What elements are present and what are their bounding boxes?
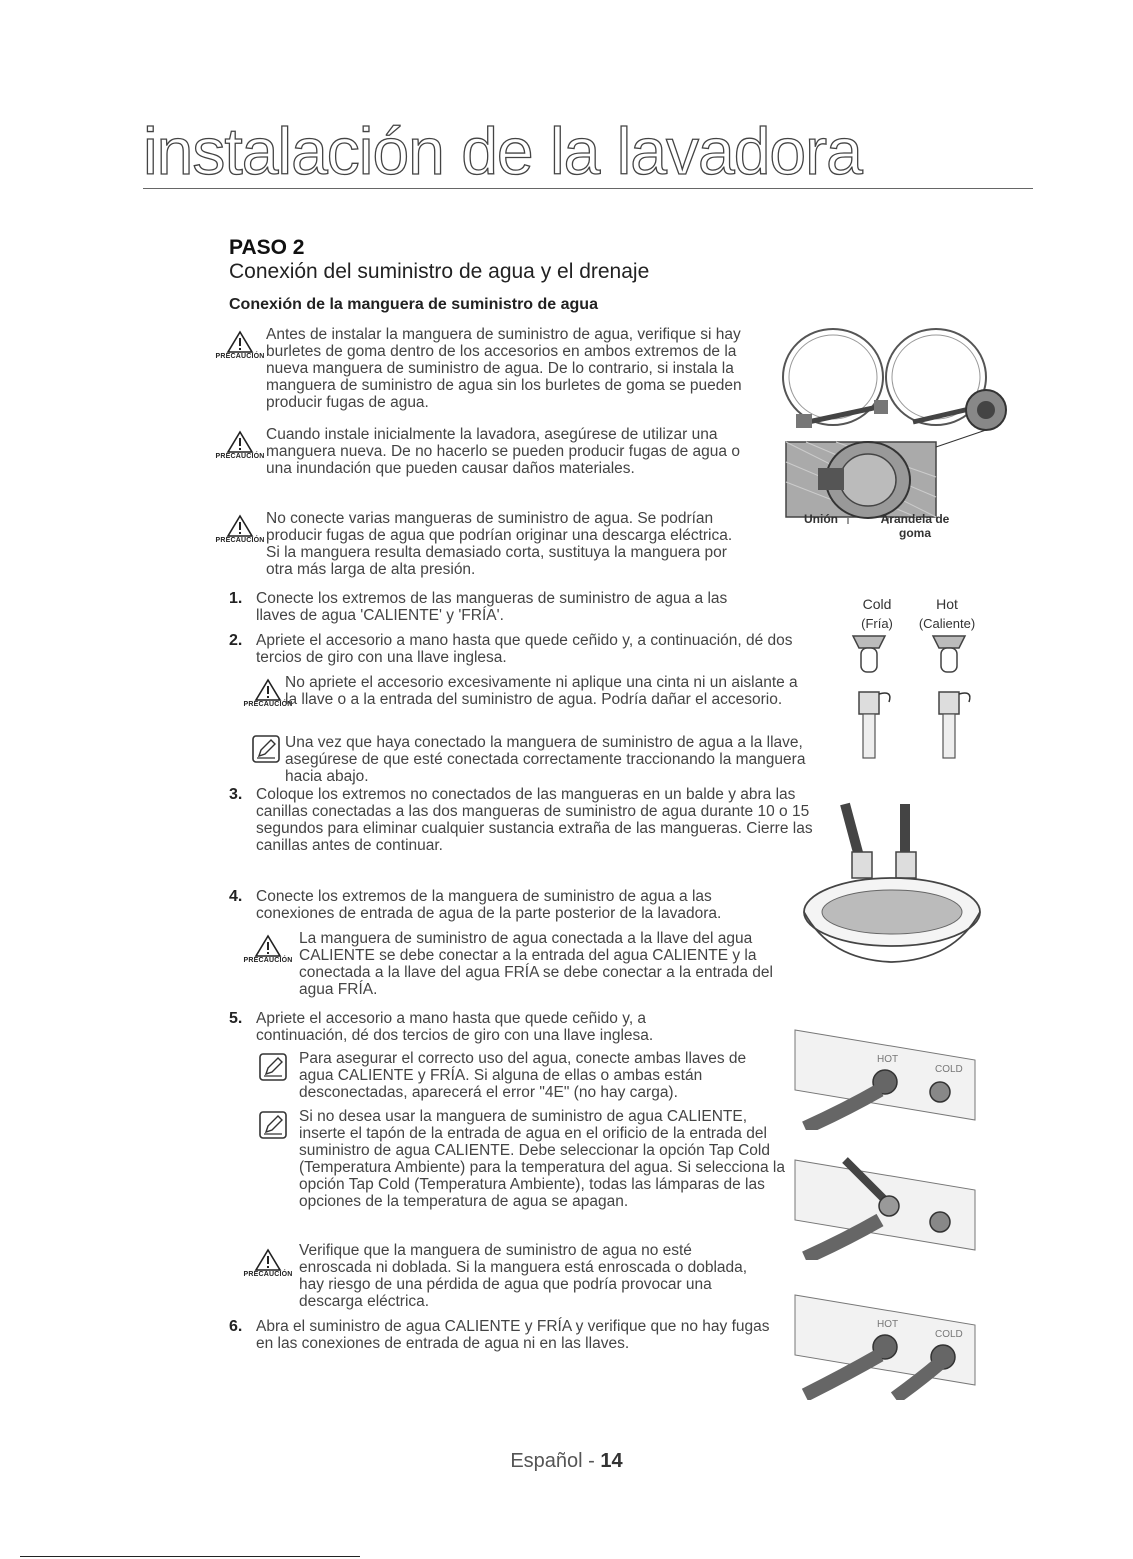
- caution-text: Verifique que la manguera de suministro de agua no esté enroscada ni doblada. Si la manguera está enroscada o doblada, hay riesgo de una pérdida de agua que podría provocar una descarga eléctrica.: [299, 1242, 748, 1310]
- cold-sub-label: (Fría): [861, 616, 893, 631]
- step-text: Conecte los extremos de las mangueras de suministro de agua a las llaves de agua 'CALIENTE' y 'FRÍA'.: [256, 590, 728, 624]
- hot-sub-label: (Caliente): [918, 616, 976, 631]
- step-number: 4.: [229, 888, 243, 905]
- caution-icon: [214, 330, 266, 360]
- bucket-flush-illustration: [800, 800, 985, 970]
- footer-language: Español -: [510, 1450, 601, 1472]
- warning-triangle-icon: [254, 1248, 282, 1272]
- note-text: Una vez que haya conectado la manguera de suministro de agua a la llave, asegúrese de que esté conectada correctamente traccionando la manguera hacia abajo.: [285, 734, 806, 785]
- note-text: Si no desea usar la manguera de suministro de agua CALIENTE, inserte el tapón de la entrada de agua en el orificio de la entrada del suministro de agua CALIENTE. Debe seleccionar la opción Tap Cold (Temperatura Ambiente) para la temperatura del agua. Si selecciona la opción Tap Cold (Temperatura Ambiente), todas las lámparas de las opciones de la temperatura de agua se apagan.: [299, 1108, 785, 1210]
- caution-icon: [214, 514, 266, 544]
- page-title: instalación de la lavadora: [143, 114, 862, 188]
- note-icon: [258, 1052, 288, 1082]
- caution-icon: [242, 1248, 294, 1278]
- step-heading: PASO 2: [229, 236, 305, 259]
- inlet-both-connected-illustration: [785, 1275, 985, 1400]
- warning-triangle-icon: [226, 514, 254, 538]
- caution-text: Cuando instale inicialmente la lavadora, asegúrese de utilizar una manguera nueva. De no hacerlo se pueden producir fugas de agua o una inundación que pueden causar daños materiales.: [266, 426, 740, 477]
- step-number: 3.: [229, 786, 243, 803]
- caution-label: PRECAUCIÓN: [215, 537, 265, 544]
- caution-text: Antes de instalar la manguera de suministro de agua, verifique si hay burletes de goma dentro de los accesorios en ambos extremos de la nueva manguera de suministro de agua. De lo contrario, si instala la manguera de suministro de agua sin los burletes de goma se pueden producir fugas de agua.: [266, 326, 742, 411]
- note-icon: [251, 734, 281, 764]
- step-number: 2.: [229, 632, 243, 649]
- caution-text: No apriete el accesorio excesivamente ni aplique una cinta ni un aislante a la llave o a la entrada del suministro de agua. Podría dañar el accesorio.: [285, 674, 798, 708]
- step-number: 5.: [229, 1010, 243, 1027]
- page-footer: [0, 1450, 1133, 1473]
- step-number: 1.: [229, 590, 243, 607]
- inlet-hot-text: HOT: [877, 1054, 899, 1065]
- caution-label: PRECAUCIÓN: [215, 453, 265, 460]
- warning-triangle-icon: [254, 934, 282, 958]
- warning-triangle-icon: [226, 330, 254, 354]
- caution-text: La manguera de suministro de agua conectada a la llave del agua CALIENTE se debe conectar a la entrada del agua CALIENTE y la conectada a la llave del agua FRÍA se debe conectar a la entrada del agua FRÍA.: [299, 930, 773, 998]
- inlet-cold-text: COLD: [935, 1329, 963, 1340]
- inlet-connection-illustration: [785, 1010, 985, 1130]
- hot-label: Hot: [936, 596, 958, 612]
- caution-label: PRECAUCIÓN: [243, 701, 293, 708]
- note-icon: [258, 1110, 288, 1140]
- faucet-connection-illustration: [845, 634, 995, 764]
- step-text: Abra el suministro de agua CALIENTE y FRÍA y verifique que no hay fugas en las conexiones de entrada de agua ni en las llaves.: [256, 1318, 770, 1352]
- subsection-heading: Conexión de la manguera de suministro de agua: [229, 296, 598, 313]
- caution-text: No conecte varias mangueras de suministro de agua. Se podrían producir fugas de agua que podrían originar una descarga eléctrica. Si la manguera resulta demasiado corta, sustituya la manguera por otra más larga de alta presión.: [266, 510, 733, 578]
- caution-label: PRECAUCIÓN: [243, 957, 293, 964]
- step-number: 6.: [229, 1318, 243, 1335]
- bottom-rule: [20, 1556, 360, 1557]
- inlet-hot-text: HOT: [877, 1319, 899, 1330]
- washer-label: Arandela de goma: [880, 512, 950, 540]
- page-number: 14: [600, 1450, 623, 1472]
- hose-fitting-illustration: [778, 322, 1028, 532]
- warning-triangle-icon: [226, 430, 254, 454]
- caution-icon: [214, 430, 266, 460]
- caution-icon: [242, 934, 294, 964]
- wrench-tighten-illustration: [785, 1140, 985, 1260]
- section-heading: Conexión del suministro de agua y el drenaje: [229, 260, 650, 283]
- step-text: Conecte los extremos de la manguera de suministro de agua a las conexiones de entrada de agua de la parte posterior de la lavadora.: [256, 888, 722, 922]
- caution-label: PRECAUCIÓN: [215, 353, 265, 360]
- warning-triangle-icon: [254, 678, 282, 702]
- caution-label: PRECAUCIÓN: [243, 1271, 293, 1278]
- cold-label: Cold: [862, 596, 892, 612]
- step-text: Apriete el accesorio a mano hasta que quede ceñido y, a continuación, dé dos tercios de giro con una llave inglesa.: [256, 1010, 654, 1044]
- title-rule: [143, 188, 1033, 189]
- step-text: Apriete el accesorio a mano hasta que quede ceñido y, a continuación, dé dos tercios de giro con una llave inglesa.: [256, 632, 793, 666]
- inlet-cold-text: COLD: [935, 1064, 963, 1075]
- union-label: Unión: [804, 512, 838, 526]
- note-text: Para asegurar el correcto uso del agua, conecte ambas llaves de agua CALIENTE y FRÍA. Si alguna de ellas o ambas están desconectadas, aparecerá el error "4E" (no hay carga).: [299, 1050, 747, 1101]
- step-text: Coloque los extremos no conectados de las mangueras en un balde y abra las canillas conectadas a las dos mangueras de suministro de agua durante 10 o 15 segundos para eliminar cualquier sustancia extraña de las mangueras. Cierre las canillas antes de continuar.: [256, 786, 813, 854]
